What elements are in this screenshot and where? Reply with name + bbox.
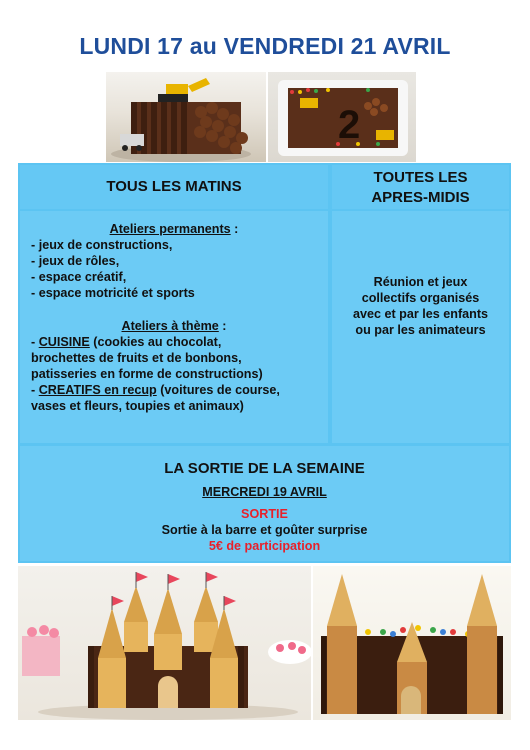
afternoon-body-cell	[332, 211, 509, 443]
castle-cake-photo	[313, 566, 511, 720]
cuisine-item-line: brochettes de fruits et de bonbons,	[31, 351, 242, 365]
theme-workshops-list	[31, 334, 326, 414]
svg-text:2: 2	[338, 103, 361, 147]
outing-header: LA SORTIE DE LA SEMAINE	[164, 460, 365, 477]
outing-price: 5€ de participation	[208, 539, 321, 553]
creatifs-item-line: vases et fleurs, toupies et animaux)	[31, 399, 244, 413]
permanent-workshops-list	[31, 237, 321, 301]
cuisine-item-line: patisseries en forme de constructions)	[31, 367, 263, 381]
creatifs-item: - CREATIFS en recup (voitures de course,	[31, 383, 280, 397]
afternoon-description: Réunion et jeux collectifs organisés avec et par les enfants ou par les animateurs	[352, 275, 489, 337]
outing-description: Sortie à la barre et goûter surprise	[161, 523, 368, 537]
morning-header-cell	[20, 165, 328, 209]
afternoon-header-cell	[332, 165, 509, 209]
afternoon-header-line1: TOUTES LES	[373, 169, 468, 186]
page-title: LUNDI 17 au VENDREDI 21 AVRIL	[79, 33, 451, 59]
number-2-construction-cake-photo	[268, 72, 416, 162]
list-item: - jeux de constructions,	[31, 238, 173, 252]
cuisine-item: - CUISINE (cookies au chocolat,	[31, 335, 222, 349]
list-item: - espace motricité et sports	[31, 286, 195, 300]
afternoon-header-line2: APRES-MIDIS	[371, 189, 470, 206]
outing-date: MERCREDI 19 AVRIL	[202, 485, 327, 499]
castle-cake-photo	[18, 566, 311, 720]
theme-workshops-title: Ateliers à thème :	[121, 319, 227, 333]
list-item: - espace créatif,	[31, 270, 127, 284]
permanent-workshops-title: Ateliers permanents :	[109, 222, 239, 236]
outing-cell	[20, 446, 509, 561]
list-item: - jeux de rôles,	[31, 254, 120, 268]
chocolate-construction-cake-photo	[106, 72, 266, 162]
outing-label: SORTIE	[241, 507, 288, 521]
morning-header: TOUS LES MATINS	[106, 178, 242, 195]
morning-body-cell	[20, 211, 328, 443]
afternoon-header	[332, 168, 509, 208]
